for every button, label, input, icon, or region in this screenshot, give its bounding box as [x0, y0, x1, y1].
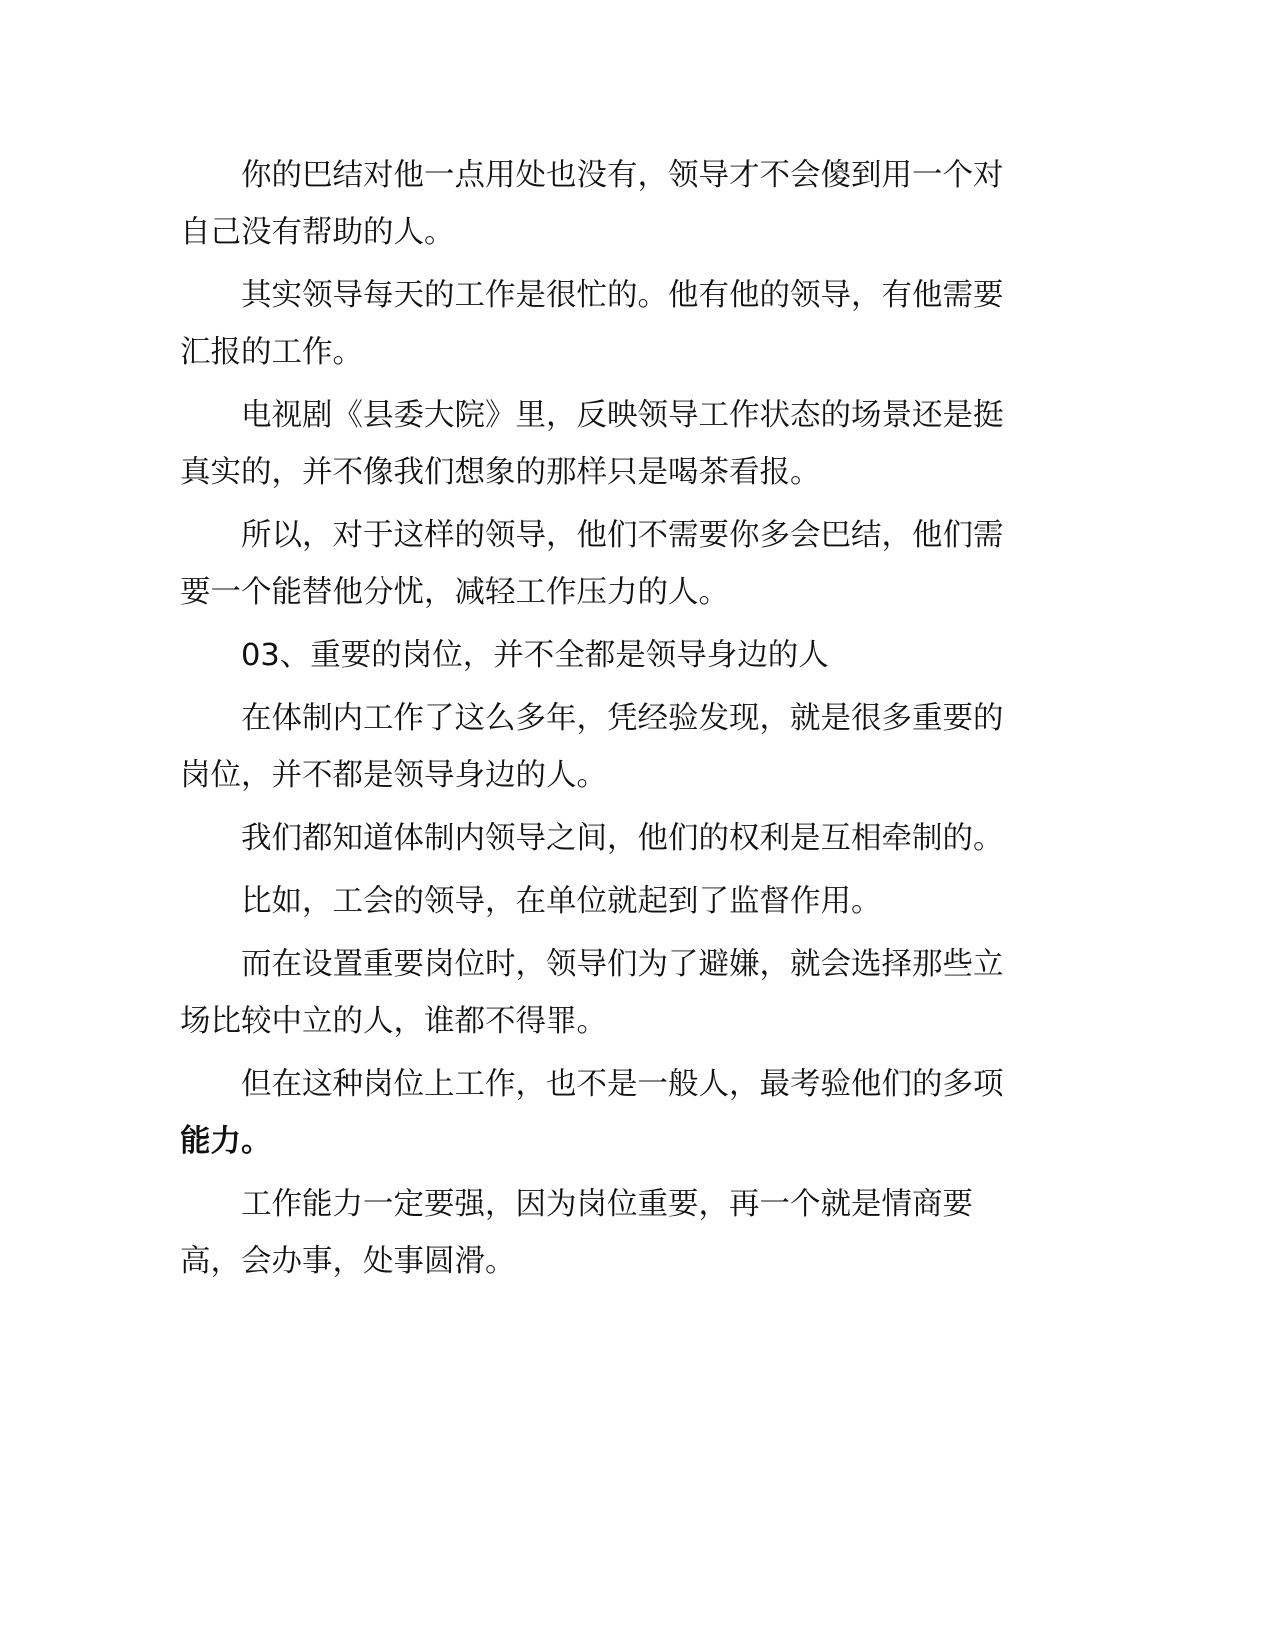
text-line: 自己没有帮助的人。 [180, 215, 455, 250]
paragraph-7 [180, 810, 1040, 867]
document-body [180, 147, 1040, 1296]
text-line: 汇报的工作。 [180, 335, 363, 370]
text-line: 比如，工会的领导，在单位就起到了监督作用。 [241, 884, 882, 919]
text-line: 我们都知道体制内领导之间，他们的权利是互相牵制的。 [241, 821, 1004, 856]
paragraph-10 [180, 1056, 1040, 1170]
paragraph-6 [180, 690, 1040, 804]
text-line: 但在这种岗位上工作，也不是一般人，最考验他们的多项 [241, 1067, 1004, 1102]
text-line: 工作能力一定要强，因为岗位重要，再一个就是情商要 [241, 1187, 973, 1222]
paragraph-1 [180, 147, 1040, 261]
text-line: 场比较中立的人，谁都不得罪。 [180, 1004, 607, 1039]
paragraph-2 [180, 267, 1040, 381]
paragraph-11 [180, 1176, 1040, 1290]
text-line: 在体制内工作了这么多年，凭经验发现，就是很多重要的 [241, 701, 1004, 736]
paragraph-9 [180, 936, 1040, 1050]
paragraph-8 [180, 873, 1040, 930]
text-line: 而在设置重要岗位时，领导们为了避嫌，就会选择那些立 [241, 947, 1004, 982]
text-line: 电视剧《县委大院》里，反映领导工作状态的场景还是挺 [241, 398, 1004, 433]
text-line: 03、重要的岗位，并不全都是领导身边的人 [241, 638, 829, 673]
text-line: 你的巴结对他一点用处也没有，领导才不会傻到用一个对 [241, 158, 1004, 193]
paragraph-4 [180, 507, 1040, 621]
text-line: 真实的，并不像我们想象的那样只是喝茶看报。 [180, 455, 821, 490]
text-line: 岗位，并不都是领导身边的人。 [180, 758, 607, 793]
section-heading [180, 627, 1040, 684]
text-line: 所以，对于这样的领导，他们不需要你多会巴结，他们需 [241, 518, 1004, 553]
text-line: 高，会办事，处事圆滑。 [180, 1244, 516, 1279]
text-line: 其实领导每天的工作是很忙的。他有他的领导，有他需要 [241, 278, 1004, 313]
paragraph-3 [180, 387, 1040, 501]
text-line: 能力。 [180, 1124, 272, 1159]
text-line: 要一个能替他分忧，减轻工作压力的人。 [180, 575, 729, 610]
